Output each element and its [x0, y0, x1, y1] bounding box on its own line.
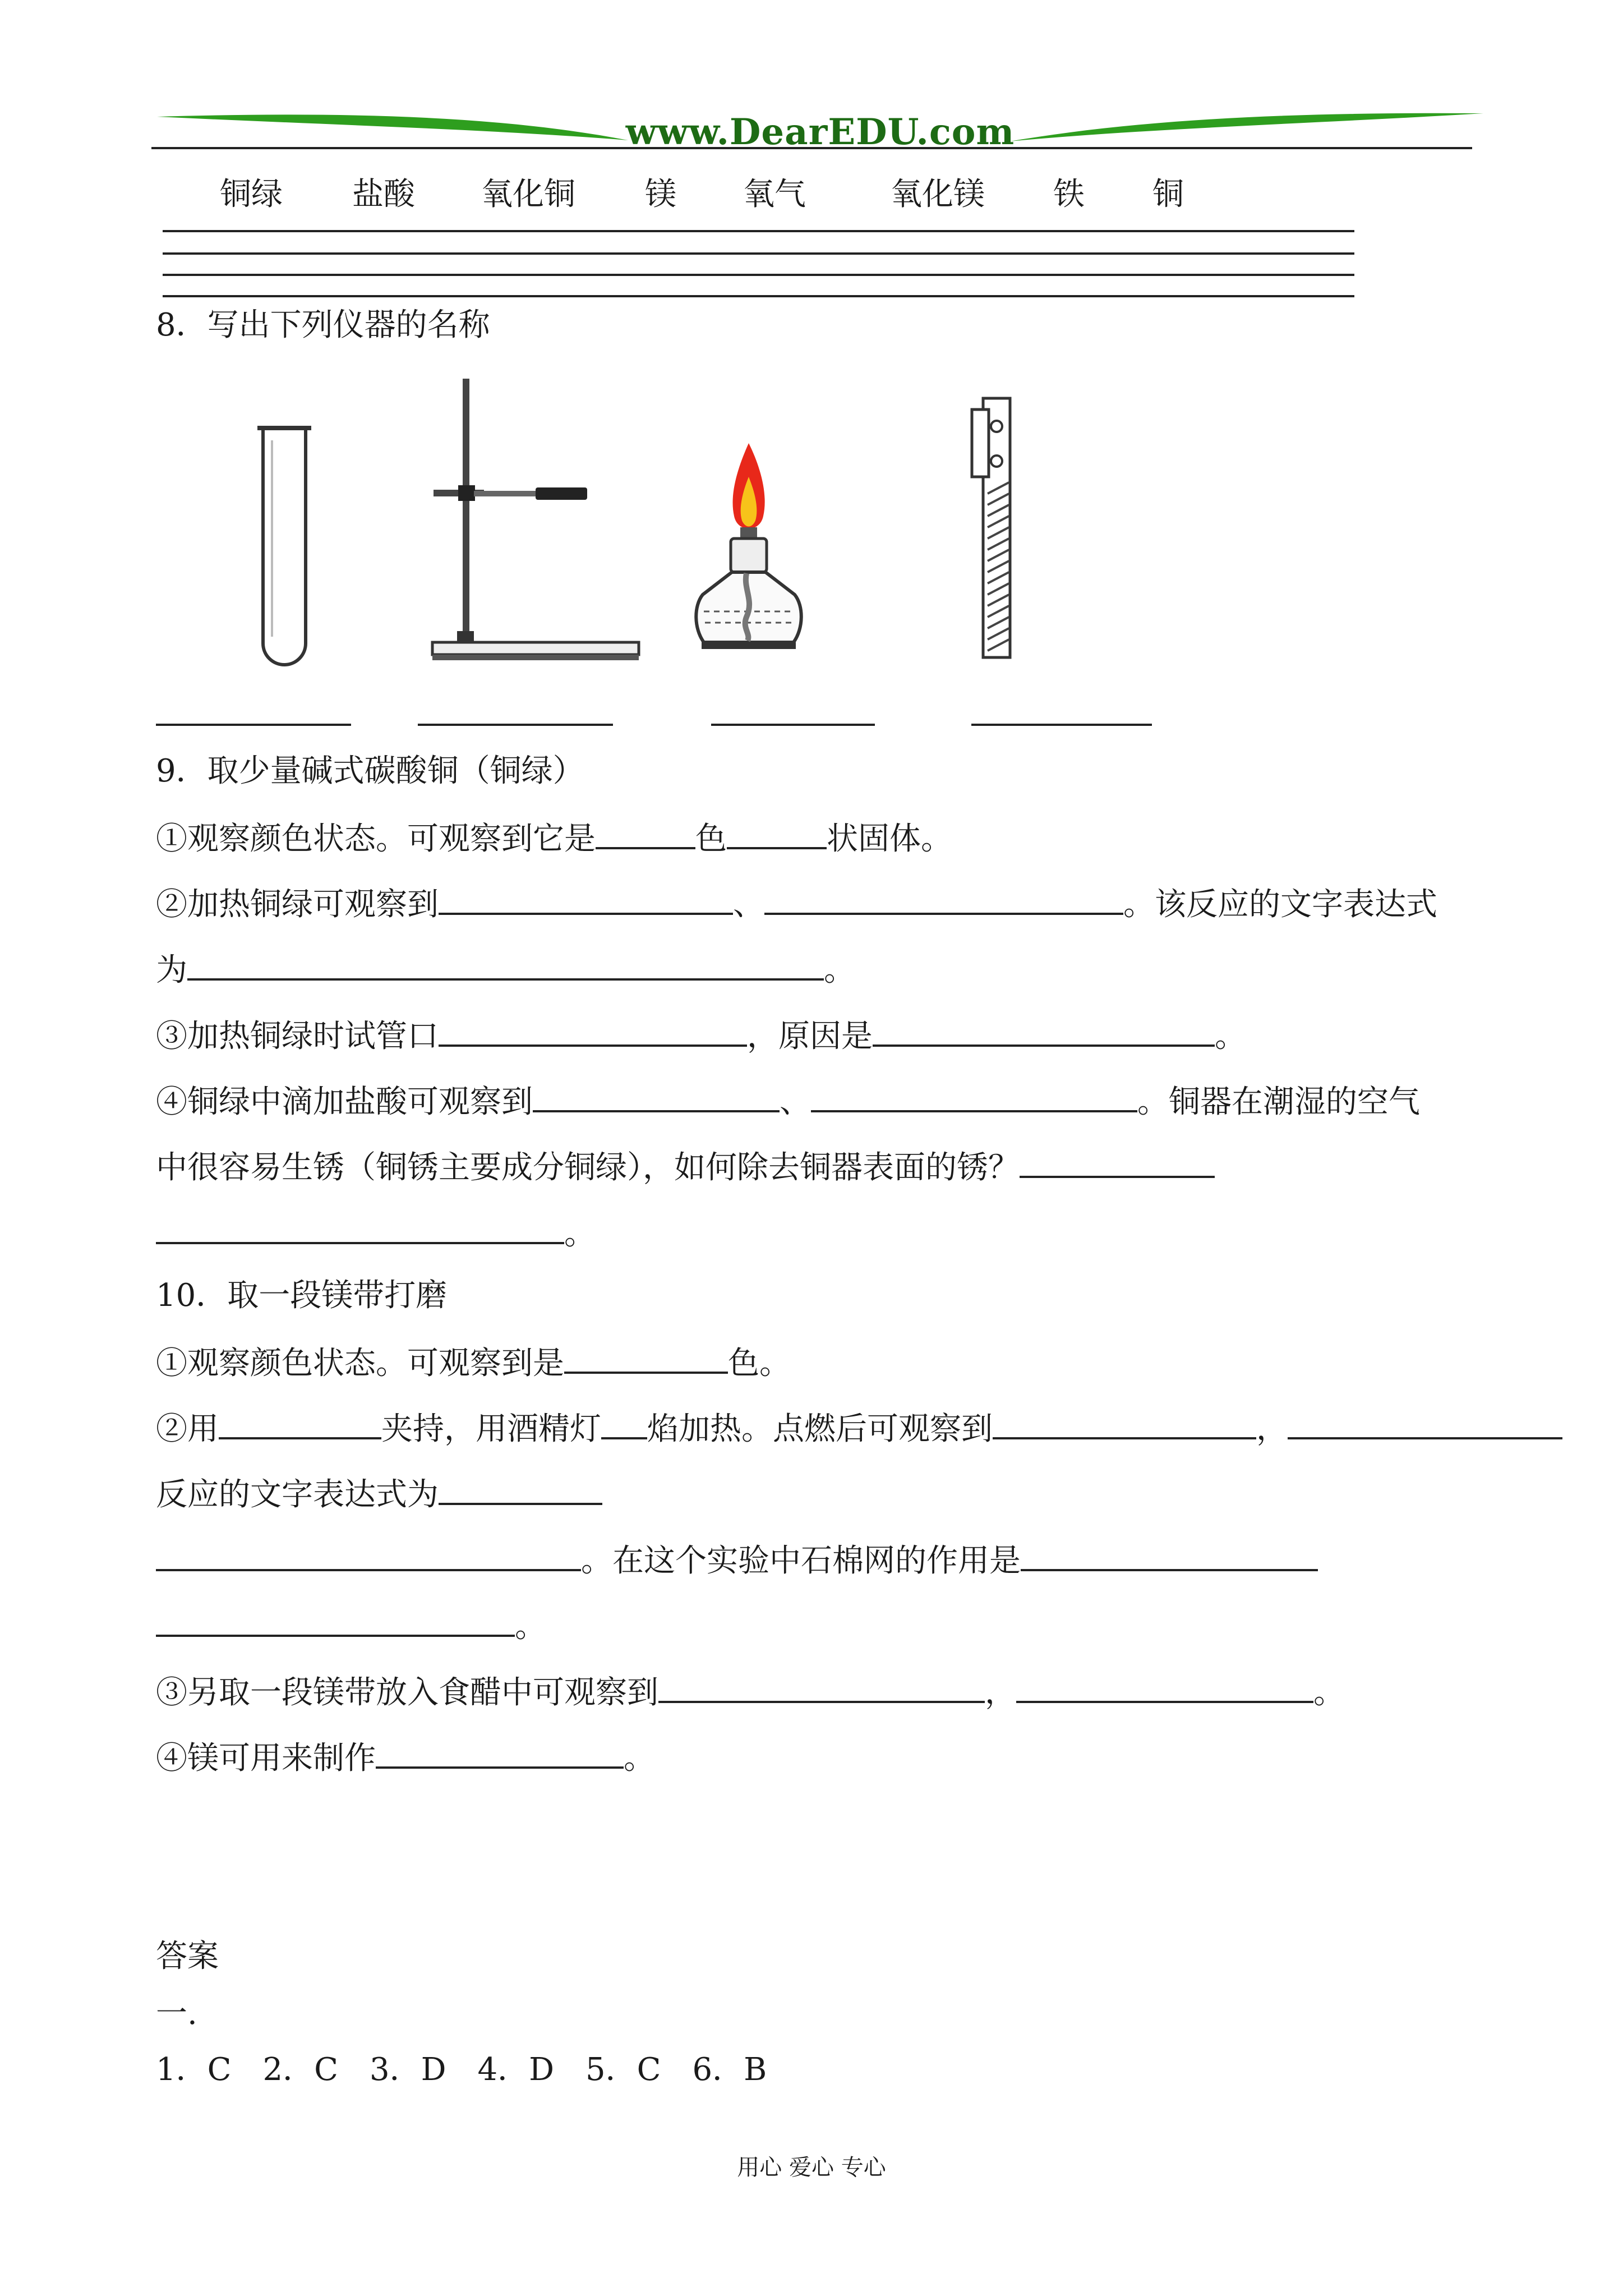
blank[interactable]: [156, 1540, 581, 1571]
test-tube-icon: [255, 424, 314, 670]
q9-part-3: ③加热铜绿时试管口 ，原因是 。: [156, 1015, 1246, 1056]
substance-item: 氧气: [743, 176, 806, 213]
q10-part-2b: 反应的文字表达式为: [156, 1474, 602, 1515]
test-tube-holder-icon: [967, 393, 1023, 668]
q9-part-1: ①观察颜色状态。可观察到它是 色 状固体。: [156, 818, 952, 859]
logo-text: www.DearEDU.com: [625, 111, 1015, 153]
blank[interactable]: [564, 1342, 728, 1374]
q10-part-2d: 。: [156, 1605, 546, 1646]
answer-line: [163, 230, 1354, 232]
blank[interactable]: [596, 818, 695, 849]
question-10-title: 10．取一段镁带打磨: [156, 1277, 448, 1314]
substance-item: 铁: [1053, 176, 1085, 213]
blank[interactable]: [601, 1408, 647, 1439]
answers-title: 答案: [156, 1938, 219, 1975]
iron-stand-icon: [429, 379, 642, 668]
q9-part-4c: 。: [156, 1213, 596, 1254]
substance-item: 铜: [1152, 176, 1184, 213]
blank[interactable]: [1016, 1672, 1313, 1703]
blank[interactable]: [187, 949, 824, 981]
header-logo: [151, 107, 1489, 168]
q9-part-2: ②加热铜绿可观察到 、 。该反应的文字表达式: [156, 884, 1437, 924]
name-blank-1[interactable]: [156, 724, 351, 726]
q10-part-1: ①观察颜色状态。可观察到是 色。: [156, 1342, 791, 1383]
answer-line: [163, 295, 1354, 297]
blank[interactable]: [1288, 1408, 1562, 1439]
name-blank-3[interactable]: [711, 724, 875, 726]
blank[interactable]: [219, 1408, 381, 1439]
q10-part-4: ④镁可用来制作 。: [156, 1737, 655, 1778]
answers-line: 1．C 2．C 3．D 4．D 5．C 6．B: [156, 2051, 767, 2088]
blank[interactable]: [156, 1605, 515, 1637]
alcohol-lamp-icon: [693, 443, 805, 668]
blank[interactable]: [376, 1737, 624, 1769]
blank[interactable]: [1021, 1540, 1318, 1571]
question-9-title: 9．取少量碱式碳酸铜（铜绿）: [156, 753, 584, 789]
blank[interactable]: [727, 818, 827, 849]
blank[interactable]: [439, 1474, 602, 1505]
blank[interactable]: [811, 1081, 1137, 1112]
blank[interactable]: [993, 1408, 1256, 1439]
q9-part-4: ④铜绿中滴加盐酸可观察到 、 。铜器在潮湿的空气: [156, 1081, 1420, 1122]
header-rule: [151, 147, 1472, 149]
question-8-title: 8．写出下列仪器的名称: [156, 307, 490, 343]
blank[interactable]: [658, 1672, 985, 1703]
name-blank-4[interactable]: [971, 724, 1152, 726]
q9-part-4b: 中很容易生锈（铜锈主要成分铜绿），如何除去铜器表面的锈？: [156, 1147, 1215, 1188]
answer-line: [163, 274, 1354, 276]
blank[interactable]: [439, 1015, 747, 1047]
q10-part-2c: 。在这个实验中石棉网的作用是: [156, 1540, 1318, 1581]
blank[interactable]: [1020, 1147, 1215, 1178]
blank[interactable]: [764, 884, 1123, 915]
substance-item: 铜绿: [220, 176, 283, 213]
substance-item: 盐酸: [352, 176, 415, 213]
name-blank-2[interactable]: [418, 724, 613, 726]
blank[interactable]: [873, 1015, 1215, 1047]
blank[interactable]: [439, 884, 733, 915]
page-footer: 用心 爱心 专心: [737, 2155, 886, 2180]
answer-line: [163, 252, 1354, 255]
q9-part-2b: 为 。: [156, 949, 855, 990]
blank[interactable]: [533, 1081, 780, 1112]
q10-part-3: ③另取一段镁带放入食醋中可观察到 ， 。: [156, 1672, 1345, 1713]
substance-item: 氧化铜: [481, 176, 575, 213]
blank[interactable]: [156, 1213, 564, 1244]
substance-item: 氧化镁: [891, 176, 985, 213]
answers-section: 一.: [156, 1995, 197, 2032]
substance-item: 镁: [645, 176, 676, 213]
q10-part-2: ②用 夹持，用酒精灯 焰加热。点燃后可观察到 ，: [156, 1408, 1562, 1449]
